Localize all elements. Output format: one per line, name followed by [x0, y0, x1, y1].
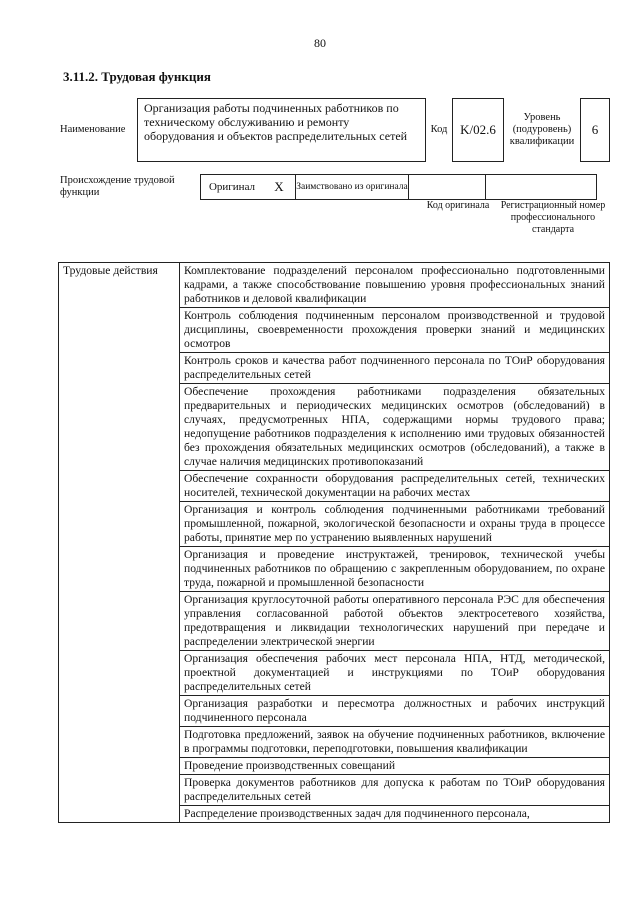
code-label: Код [430, 124, 448, 135]
level-label: Уровень (подуровень) квалификации [509, 112, 575, 147]
labor-action-item: Организация круглосуточной работы оперативного персонала РЭС для обеспечения управления согласованной работой объектов электросетевого хозяйства, предотвращения и ликвидации технологических нарушений при передаче и распределении электрической энергии [180, 592, 610, 651]
original-mark: X [263, 175, 296, 200]
original-code-box [409, 175, 486, 200]
name-label: Наименование [60, 124, 126, 135]
borrowed-label: Заимствовано из оригинала [296, 175, 409, 200]
labor-action-item: Контроль соблюдения подчиненным персоналом производственной и трудовой дисциплины, своевременности прохождения проверки знаний и медицинских осмотров [180, 308, 610, 353]
original-label: Оригинал [201, 175, 264, 200]
labor-actions-table [58, 262, 610, 823]
labor-action-item: Организация и проведение инструктажей, тренировок, технической учебы подчиненных работников по обращению с закрепленным оборудованием, по охране труда, пожарной и промышленной безопасности [180, 547, 610, 592]
labor-action-item: Комплектование подразделений персоналом профессионально подготовленными кадрами, а также способствование повышению уровня профессиональных знаний работников и деловой квалификации [180, 263, 610, 308]
labor-action-item: Организация обеспечения рабочих мест персонала НПА, НТД, методической, проектной документацией и инструкциями по ТОиР оборудования распределительных сетей [180, 651, 610, 696]
code-value: K/02.6 [453, 99, 504, 162]
labor-action-item: Обеспечение прохождения работниками подразделения обязательных предварительных и периодических медицинских осмотров (обследований) в случаях, предусмотренных НПА, содержащими нормы трудового права; недопущение работников подразделения к исполнению ими трудовых обязанностей без прохождения обязательных медицинских осмотров (обследований), а также в случае наличия медицинских противопоказаний [180, 384, 610, 471]
labor-action-item: Организация и контроль соблюдения подчиненными работниками требований промышленной, пожарной, экологической безопасности и охраны труда в процессе работы, принятие мер по устранению выявленных нарушений [180, 502, 610, 547]
reg-number-box [486, 175, 597, 200]
original-code-caption: Код оригинала [426, 200, 490, 211]
level-value: 6 [581, 99, 610, 162]
labor-action-item: Контроль сроков и качества работ подчиненного персонала по ТОиР оборудования распределительных сетей [180, 353, 610, 384]
section-title: 3.11.2. Трудовая функция [63, 69, 211, 84]
labor-action-item: Распределение производственных задач для подчиненного персонала, [180, 806, 610, 823]
function-header-table [60, 98, 610, 162]
table-row [59, 263, 610, 308]
page-number: 80 [314, 36, 326, 50]
labor-action-item: Проверка документов работников для допуска к работам по ТОиР оборудования распределительных сетей [180, 775, 610, 806]
origin-table [60, 174, 597, 200]
labor-action-item: Обеспечение сохранности оборудования распределительных сетей, технических носителей, технической документации на рабочих местах [180, 471, 610, 502]
labor-action-item: Подготовка предложений, заявок на обучение подчиненных работников, включение в программы подготовки, переподготовки, повышения квалификации [180, 727, 610, 758]
labor-action-item: Организация разработки и пересмотра должностных и рабочих инструкций подчиненного персонала [180, 696, 610, 727]
name-value: Организация работы подчиненных работников по техническому обслуживанию и ремонту оборудования и объектов распределительных сетей [138, 99, 426, 162]
origin-label: Происхождение трудовой функции [60, 174, 175, 198]
reg-number-caption: Регистрационный номер профессионального стандарта [500, 200, 606, 235]
labor-actions-label: Трудовые действия [59, 263, 180, 823]
labor-action-item: Проведение производственных совещаний [180, 758, 610, 775]
